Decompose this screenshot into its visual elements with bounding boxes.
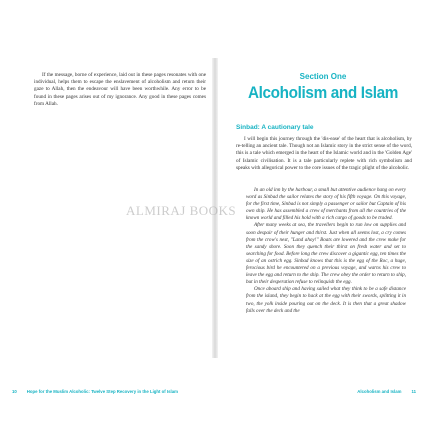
left-running-title: Hope for the Muslim Alcoholic: Twelve Step Recovery in the Light of Islam [26, 389, 178, 394]
quote-paragraph: Once aboard ship and having sailed what they think to be a safe distance from the island, they begin to hack at the egg with their swords, splitting it in two, the yolk inside pouring out on the deck. It is then that a great shadow falls over the deck and the [246, 286, 406, 314]
intro-paragraph: I will begin this journey through the 'dis-ease' of the heart that is alcoholism, by re-telling an ancient tale. Though not an Islamic story in the strict sense of the word, this is a tale which emerged in the heart of the Islamic world and in the 'Golden Age' of Islamic civilisation. It is a tale particularly replete with rich symbolism and speaks with allegorical power to the core issues of the tragic plight of the alcoholic. [236, 136, 412, 171]
subheading: Sinbad: A cautionary tale [236, 124, 314, 131]
chapter-title: Alcoholism and Islam [247, 83, 399, 102]
right-page [218, 58, 428, 394]
right-page-number: 11 [411, 389, 416, 394]
right-running-title: Alcoholism and Islam [357, 389, 402, 394]
intro-body [236, 136, 412, 172]
left-page-paragraph: If the message, borne of experience, laid out in these pages resonates with one individual, helps them to escape the enslavement of alcoholism and return their gaze to Allah, then the endeavour will have been worthwhile. Any error to be found in these pages arises out of my ignorance. Any good in these pages comes from Allah. [34, 72, 206, 107]
quote-paragraph: After many weeks at sea, the travellers begin to run low on supplies and soon despair of their hunger and thirst. Just when all seems lost, a cry comes from the crow's nest, "Land ahoy!" Boats are lowered and the crew make for the sandy shore. Soon they quench their thirst on fresh water and set to searching for food. Before long the crew discover a gigantic egg, ten times the size of an ostrich egg. Sinbad knows that this is the egg of the Roc, a huge, ferocious bird he encountered on a previous voyage, and warns his crew to leave the egg and return to the ship. The crew obey the order to return to ship, but in their desperation refuse to relinquish the egg. [246, 222, 406, 286]
left-page-body [34, 72, 206, 108]
left-page-number: 10 [12, 389, 17, 394]
story-quote [246, 187, 406, 315]
section-label: Section One [299, 72, 347, 81]
left-page-footer [12, 389, 178, 394]
left-page [2, 58, 212, 394]
right-page-footer [357, 389, 416, 394]
quote-paragraph: In an old inn by the harbour, a small but attentive audience hang on every word as Sinbad the sailor relates the story of his fifth voyage. On this voyage, for the first time, Sinbad is not simply a passenger or sailor but Captain of his own ship. He has assembled a crew of merchants from all the countries of the known world and filled his hold with a rich cargo of goods to be traded. [246, 187, 406, 222]
